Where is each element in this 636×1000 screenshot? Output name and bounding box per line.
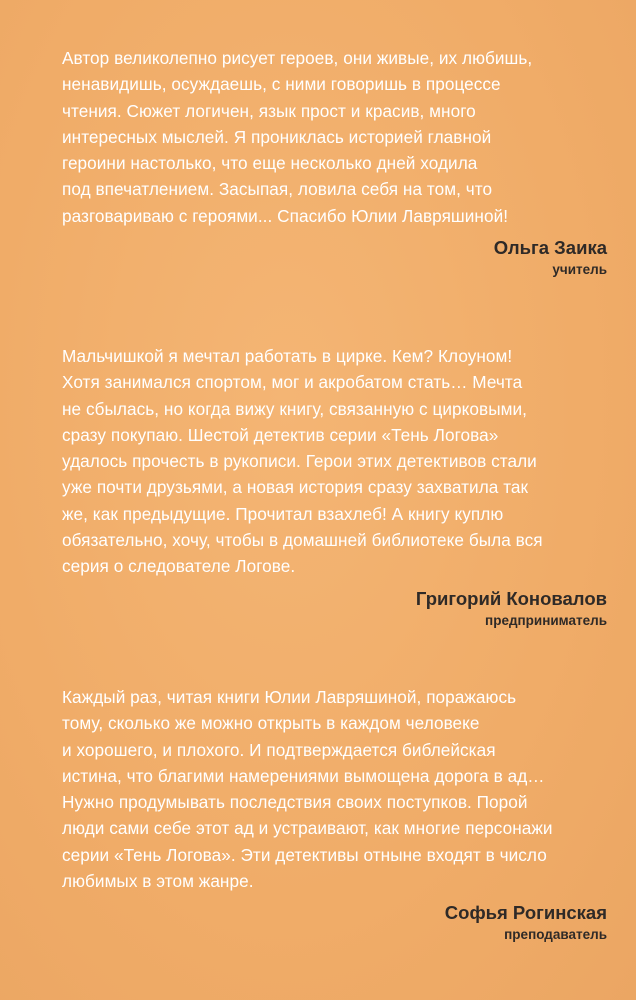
quote-line: серия о следователе Логове. bbox=[62, 556, 296, 577]
quote-line: люди сами себе этот ад и устраивают, как многие персонажи bbox=[62, 818, 553, 839]
author-role: преподаватель bbox=[504, 927, 607, 943]
quote-line: тому, сколько же можно открыть в каждом человеке bbox=[62, 713, 480, 734]
quote-line: Хотя занимался спортом, мог и акробатом стать… Мечта bbox=[62, 372, 523, 393]
review-quote bbox=[62, 45, 607, 229]
review-olga-zaika bbox=[62, 45, 607, 280]
author-name: Григорий Коновалов bbox=[415, 587, 607, 609]
quote-line: удалось прочесть в рукописи. Герои этих детективов стали bbox=[62, 451, 537, 472]
quote-line: Нужно продумывать последствия своих поступков. Порой bbox=[62, 792, 528, 813]
quote-line: Автор великолепно рисует героев, они живые, их любишь, bbox=[62, 48, 533, 68]
quote-line: истина, что благими намерениями вымощена дорога в ад… bbox=[62, 765, 545, 786]
review-grigory-konovalov bbox=[62, 343, 607, 631]
review-quote bbox=[62, 343, 607, 580]
quote-line: любимых в этом жанре. bbox=[62, 871, 254, 892]
quote-line: интересных мыслей. Я прониклась историей главной bbox=[62, 126, 492, 147]
review-author-block bbox=[62, 236, 607, 280]
quote-line: под впечатлением. Засыпая, ловила себя на том, что bbox=[62, 179, 493, 200]
quote-line: чтения. Сюжет логичен, язык прост и красив, много bbox=[62, 100, 476, 121]
quote-line: Каждый раз, читая книги Юлии Лавряшиной, поражаюсь bbox=[62, 687, 517, 707]
quote-line: Мальчишкой я мечтал работать в цирке. Кем? Клоуном! bbox=[62, 346, 513, 366]
quote-line: уже почти друзьями, а новая история сразу захватила так bbox=[62, 477, 529, 498]
quote-line: серии «Тень Логова». Эти детективы отныне входят в число bbox=[62, 844, 547, 865]
author-name: Софья Рогинская bbox=[444, 902, 607, 924]
author-name: Ольга Заика bbox=[493, 237, 607, 259]
quote-line: разговариваю с героями... Спасибо Юлии Лавряшиной! bbox=[62, 205, 509, 226]
quote-line: же, как предыдущие. Прочитал взахлеб! А книгу куплю bbox=[62, 503, 504, 524]
review-author-block bbox=[62, 587, 607, 631]
quote-line: не сбылась, но когда вижу книгу, связанную с цирковыми, bbox=[62, 398, 527, 419]
quote-line: героини настолько, что еще несколько дней ходила bbox=[62, 153, 478, 174]
quote-line: и хорошего, и плохого. И подтверждается библейская bbox=[62, 739, 496, 760]
quote-line: обязательно, хочу, чтобы в домашней библиотеке была вся bbox=[62, 530, 543, 551]
quote-line: сразу покупаю. Шестой детектив серии «Тень Логова» bbox=[62, 424, 499, 445]
review-sofya-roginskaya bbox=[62, 684, 607, 945]
author-role: учитель bbox=[552, 262, 607, 278]
review-author-block bbox=[62, 901, 607, 945]
review-quote bbox=[62, 684, 607, 894]
author-role: предприниматель bbox=[485, 612, 607, 628]
quote-line: ненавидишь, осуждаешь, с ними говоришь в процессе bbox=[62, 74, 501, 95]
